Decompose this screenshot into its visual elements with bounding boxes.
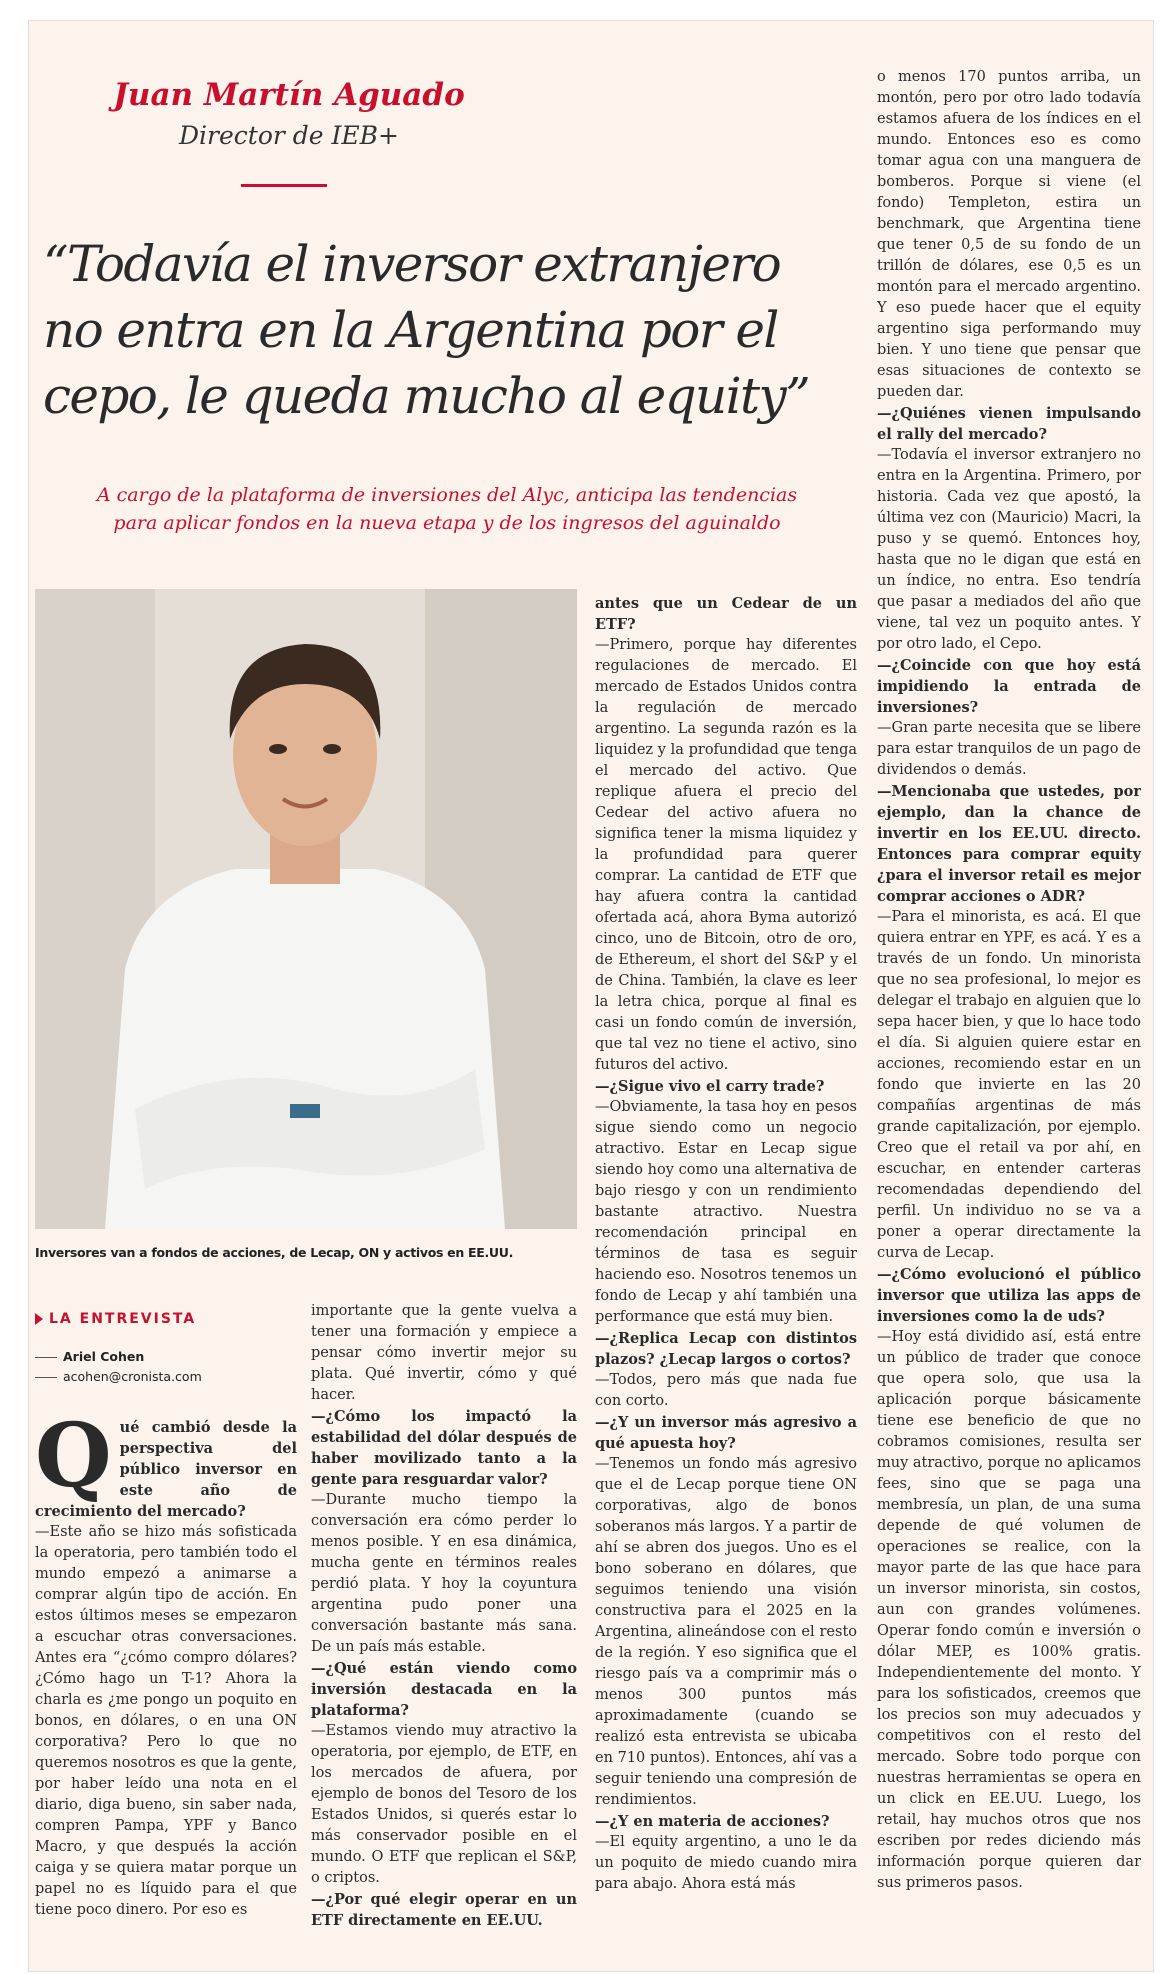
answer: —El equity argentino, a uno le da un poquito de miedo cuando mira para abajo. Ahora está más (595, 1834, 857, 1892)
newspaper-page (28, 20, 1154, 1972)
headline-line: no entra en la Argentina por el (43, 301, 778, 359)
drop-cap: Q (35, 1417, 112, 1507)
dash-icon (35, 1377, 57, 1378)
question: —¿Coincide con que hoy está impidiendo la entrada de inversiones? (877, 657, 1141, 716)
answer: —Durante mucho tiempo la conversación era cómo perder lo menos posible. Y en esa dinámica, mucha gente en términos reales perdió plata. Y hoy la coyuntura argentina pudo poner una conversación bastante más sana. De un país más estable. (311, 1492, 577, 1655)
subheadline-line: A cargo de la plataforma de inversiones del Alyc, anticipa las tendencias (96, 484, 798, 506)
author-name: Ariel Cohen (63, 1349, 145, 1364)
answer: —Hoy está dividido así, está entre un público de trader que conoce que opera solo, que usa la aplicación porque básicamente tiene ese beneficio de que no cobramos comisiones, resulta ser muy atractivo, porque no aplicamos fees, sino que se paga una membresía, un plan, de una suma depende de qué volumen de operaciones se realice, con la mayor parte de las que hace para un inversor minorista, sin costos, aun con grandes volúmenes. Operar fondo común e inversión o dólar MEP, es 100% gratis. Independientemente del monto. Y para los sofisticados, creemos que los precios son muy adecuados y competitivos con el resto del mercado. Sobre todo porque con nuestras herramientas se opera en un click en EE.UU. Luego, los retail, hay muchos otros que nos escriben por redes diciendo más información porque quieren dar sus primeros pasos. (877, 1329, 1141, 1891)
answer: —Obviamente, la tasa hoy en pesos sigue siendo como un negocio atractivo. Estar en Lecap sigue siendo hoy como una alternativa de bajo riesgo y con un rendimiento bastante atractivo. Nuestra recomendación principal en términos de tasa es seguir haciendo eso. Nosotros tenemos un fondo de Lecap y ahí también una performance que está muy bien. (595, 1099, 857, 1325)
question: antes que un Cedear de un ETF? (595, 595, 857, 633)
answer: importante que la gente vuelva a tener una formación y empiece a pensar cómo invertir mejor su plata. Qué invertir, cómo y qué hacer. (311, 1303, 577, 1403)
article-column-2 (311, 1301, 577, 1961)
article-column-4 (877, 67, 1141, 1963)
headline (43, 231, 810, 429)
answer: —Estamos viendo muy atractivo la operatoria, por ejemplo, de ETF, en los mercados de afuera, por ejemplo de bonos del Tesoro de los Estados Unidos, si querés estar lo más conservador posible en el mundo. O ETF que replican el S&P, o criptos. (311, 1723, 577, 1886)
answer: —Primero, porque hay diferentes regulaciones de mercado. El mercado de Estados Unidos contra la regulación de mercado argentino. La segunda razón es la liquidez y la profundidad que tenga el mercado del activo. Que replique afuera el precio del Cedear del activo afuera no significa tener la misma liquidez y la profundidad para querer comprar. La cantidad de ETF que hay afuera contra la cantidad ofertada acá, ahora Byma autorizó cinco, uno de Bitcoin, otro de oro, de Ethereum, el short del S&P y el de China. También, la clave es leer la letra chica, porque al final es casi un fondo común de inversión, que tal vez no tiene el activo, sino futuros del activo. (595, 637, 857, 1073)
question: —¿Replica Lecap con distintos plazos? ¿Lecap largos o cortos? (595, 1330, 857, 1368)
answer: —Todavía el inversor extranjero no entra en la Argentina. Primero, por historia. Cada vez que apostó, la última vez con (Mauricio) Macri, la puso y se quemó. Entonces hoy, hasta que no le digan que está en un índice, no entra. Eso tendría que pasar a mediados del año que viene, tal vez un poquito antes. Y por otro lado, el Cepo. (877, 447, 1141, 652)
headline-line: cepo, le queda mucho al equity” (43, 367, 810, 425)
answer: —Para el minorista, es acá. El que quiera entrar en YPF, es acá. Y es a través de un fondo. Un minorista que no sea profesional, lo mejor es delegar el trabajo en alguien que lo sepa hacer bien, y que lo hace todo el día. Si alguien quiere estar en acciones, recomiendo estar en un fondo que invierte en las 20 compañías argentinas de más grande capitalización, por ejemplo. Creo que el retail va por ahí, en escuchar, en entender carteras recomendadas dependiendo del perfil. Un individuo no se va a poner a operar directamente la curva de Lecap. (877, 909, 1141, 1261)
interviewee-role: Director de IEB+ (179, 121, 399, 150)
title-divider (241, 184, 327, 187)
article-column-3 (595, 593, 857, 1963)
answer: —Tenemos un fondo más agresivo que el de Lecap porque tiene ON corporativas, algo de bonos soberanos más largos. Y a partir de ahí se abren dos juegos. Uno es el bono soberano en dólares, que seguimos teniendo una visión constructiva para el 2025 en la Argentina, alineándose con el resto de la región. Y eso significa que el riesgo país va a comprimir más o menos 300 puntos más aproximadamente (cuando se realizó esta entrevista se ubicaba en 710 puntos). Entonces, ahí vas a seguir teniendo una compresión de rendimientos. (595, 1456, 857, 1808)
subheadline-line: para aplicar fondos en la nueva etapa y de los ingresos del aguinaldo (113, 512, 781, 534)
headline-line: “Todavía el inversor extranjero (43, 235, 781, 293)
question: —¿Cómo los impactó la estabilidad del dólar después de haber movilizado tanto a la gente para resguardar valor? (311, 1408, 577, 1488)
question: —¿Por qué elegir operar en un ETF directamente en EE.UU. (311, 1891, 577, 1929)
author-email[interactable]: acohen@cronista.com (63, 1369, 202, 1384)
question: —¿Cómo evolucionó el público inversor que utiliza las apps de inversiones como la de uds? (877, 1266, 1141, 1325)
section-tag (35, 1311, 196, 1327)
answer: —Este año se hizo más sofisticada la operatoria, pero también todo el mundo empezó a animarse a comprar algún tipo de acción. En estos últimos meses se empezaron a escuchar otras conversaciones. Antes era “¿cómo compro dólares? ¿Cómo hago un T-1? Ahora la charla es ¿me pongo un poquito en bonos, en dólares, o en una ON corporativa? Pero lo que no queremos nosotros es que la gente, por haber leído una nota en el diario, diga bueno, sin saber nada, compren Pampa, YPF y Banco Macro, y que después la acción caiga y se quiera matar porque un papel no es líquido para el que tiene poco dinero. Por eso es (35, 1524, 297, 1918)
question: —¿Quiénes vienen impulsando el rally del mercado? (877, 405, 1141, 443)
photo-caption: Inversores van a fondos de acciones, de Lecap, ON y activos en EE.UU. (35, 1245, 514, 1260)
section-tag-label: LA ENTREVISTA (49, 1311, 197, 1327)
portrait-illustration (35, 589, 577, 1229)
question: —Mencionaba que ustedes, por ejemplo, dan la chance de invertir en los EE.UU. directo. Entonces para comprar equity ¿para el inversor retail es mejor comprar acciones o ADR? (877, 783, 1141, 905)
answer: —Gran parte necesita que se libere para estar tranquilos de un pago de dividendos o demás. (877, 720, 1141, 778)
interviewee-name: Juan Martín Aguado (113, 77, 465, 113)
question: —¿Y en materia de acciones? (595, 1813, 830, 1830)
question: ué cambió desde la perspectiva del público inversor en este año de crecimiento del mercado? (35, 1419, 297, 1520)
author-block (35, 1347, 265, 1387)
dash-icon (35, 1357, 57, 1358)
question: —¿Sigue vivo el carry trade? (595, 1078, 825, 1095)
answer: —Todos, pero más que nada fue con corto. (595, 1372, 857, 1409)
article-column-1 (35, 1417, 297, 1957)
question: —¿Qué están viendo como inversión destacada en la plataforma? (311, 1660, 577, 1719)
subheadline (43, 481, 851, 537)
portrait-photo (35, 589, 577, 1229)
answer: o menos 170 puntos arriba, un montón, pero por otro lado todavía estamos afuera de los índices en el mundo. Entonces eso es como tomar agua con una manguera de bomberos. Porque si viene (el fondo) Templeton, estira un benchmark, que Argentina tiene que tener 0,5 de su fondo de un trillón de dólares, ese 0,5 es un montón para el mercado argentino. Y eso puede hacer que el equity argentino siga performando muy bien. Y uno tiene que pensar que esas situaciones de contexto se pueden dar. (877, 69, 1141, 400)
triangle-icon (35, 1313, 43, 1325)
question: —¿Y un inversor más agresivo a qué apuesta hoy? (595, 1414, 857, 1452)
